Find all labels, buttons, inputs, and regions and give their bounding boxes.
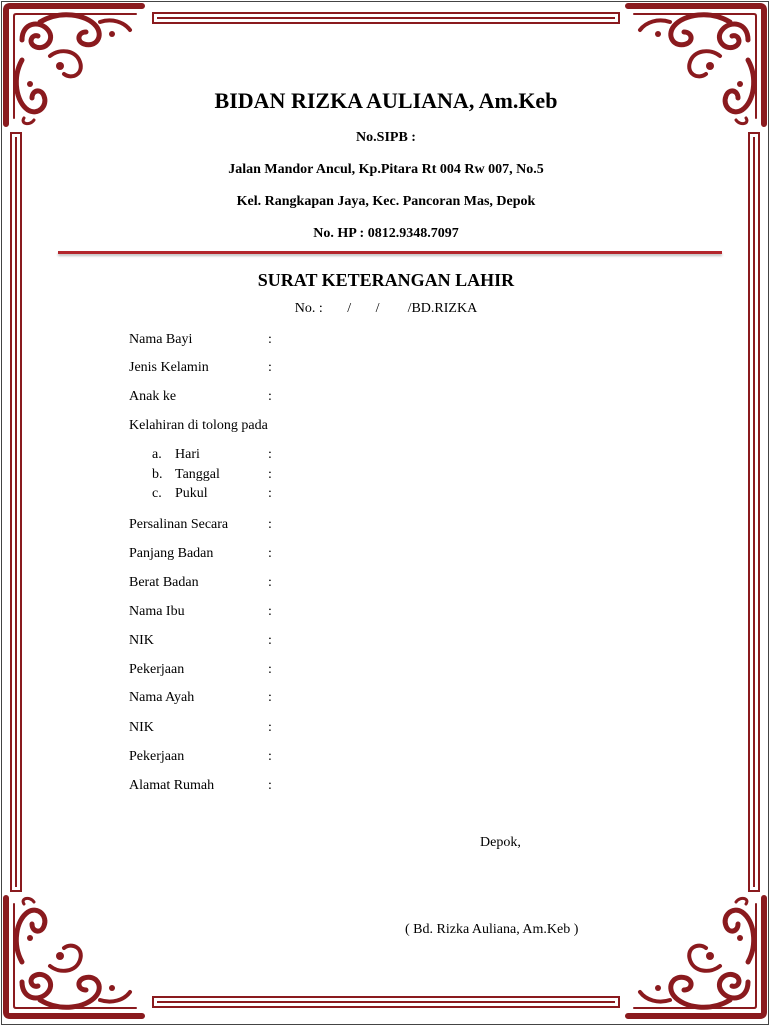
field-colon: : — [268, 332, 272, 347]
floral-corner-bottom-right-icon — [622, 892, 770, 1022]
field-colon: : — [268, 447, 272, 462]
frame-bar-top — [152, 12, 620, 24]
subfield-pukul — [152, 486, 272, 502]
field-label: Pekerjaan — [129, 749, 185, 764]
field-alamat-rumah — [129, 778, 272, 794]
field-colon: : — [268, 720, 272, 735]
subfield-hari — [152, 447, 272, 463]
field-label: Kelahiran di tolong pada — [129, 418, 268, 433]
field-colon: : — [268, 633, 272, 648]
phone-number: No. HP : 0812.9348.7097 — [313, 226, 459, 241]
midwife-name-title: BIDAN RIZKA AULIANA, Am.Keb — [214, 88, 558, 113]
field-colon: : — [268, 360, 272, 375]
field-colon: : — [268, 778, 272, 793]
field-berat-badan — [129, 575, 272, 591]
field-colon: : — [268, 517, 272, 532]
field-label: Jenis Kelamin — [129, 360, 209, 375]
floral-corner-bottom-left-icon — [0, 892, 148, 1022]
field-colon: : — [268, 604, 272, 619]
subfield-tanggal — [152, 467, 272, 483]
field-nama-ayah — [129, 690, 272, 706]
field-jenis-kelamin — [129, 360, 272, 376]
field-nik-ayah — [129, 720, 272, 736]
sipb-number: No.SIPB : — [356, 130, 416, 145]
field-panjang-badan — [129, 546, 272, 562]
subfield-label: Pukul — [175, 486, 208, 501]
field-colon: : — [268, 389, 272, 404]
address-line-2: Kel. Rangkapan Jaya, Kec. Pancoran Mas, Depok — [236, 194, 536, 209]
frame-bar-right — [748, 132, 760, 892]
field-label: Berat Badan — [129, 575, 199, 590]
field-colon: : — [268, 749, 272, 764]
field-pekerjaan-ayah — [129, 749, 272, 765]
field-label: Anak ke — [129, 389, 177, 404]
frame-bar-left — [10, 132, 22, 892]
field-label: Nama Ayah — [129, 690, 195, 705]
field-colon: : — [268, 690, 272, 705]
field-colon: : — [268, 467, 272, 482]
field-kelahiran-label — [129, 418, 268, 434]
frame-bar-bottom — [152, 996, 620, 1008]
field-colon: : — [268, 546, 272, 561]
document-number: No. : / / /BD.RIZKA — [294, 301, 478, 316]
field-label: Panjang Badan — [129, 546, 214, 561]
subfield-letter: b. — [152, 467, 163, 482]
subfield-label: Hari — [175, 447, 200, 462]
address-line-1: Jalan Mandor Ancul, Kp.Pitara Rt 004 Rw 007, No.5 — [228, 162, 544, 177]
field-label: Nama Ibu — [129, 604, 185, 619]
field-persalinan — [129, 517, 272, 533]
page-border — [1, 1, 769, 1025]
header-divider — [58, 251, 722, 254]
field-nama-bayi — [129, 332, 272, 348]
field-label: Nama Bayi — [129, 332, 193, 347]
field-pekerjaan-ibu — [129, 662, 272, 678]
field-label: Alamat Rumah — [129, 778, 215, 793]
subfield-letter: c. — [152, 486, 162, 501]
field-label: NIK — [129, 720, 154, 735]
subfield-label: Tanggal — [175, 467, 220, 482]
field-nik-ibu — [129, 633, 272, 649]
signer-name: ( Bd. Rizka Auliana, Am.Keb ) — [405, 922, 579, 937]
field-label: Persalinan Secara — [129, 517, 229, 532]
document-title: SURAT KETERANGAN LAHIR — [257, 270, 515, 290]
field-colon: : — [268, 575, 272, 590]
field-nama-ibu — [129, 604, 272, 620]
field-label: Pekerjaan — [129, 662, 185, 677]
field-label: NIK — [129, 633, 154, 648]
field-colon: : — [268, 486, 272, 501]
field-anak-ke — [129, 389, 272, 405]
signature-place: Depok, — [480, 835, 521, 850]
subfield-letter: a. — [152, 447, 162, 462]
field-colon: : — [268, 662, 272, 677]
